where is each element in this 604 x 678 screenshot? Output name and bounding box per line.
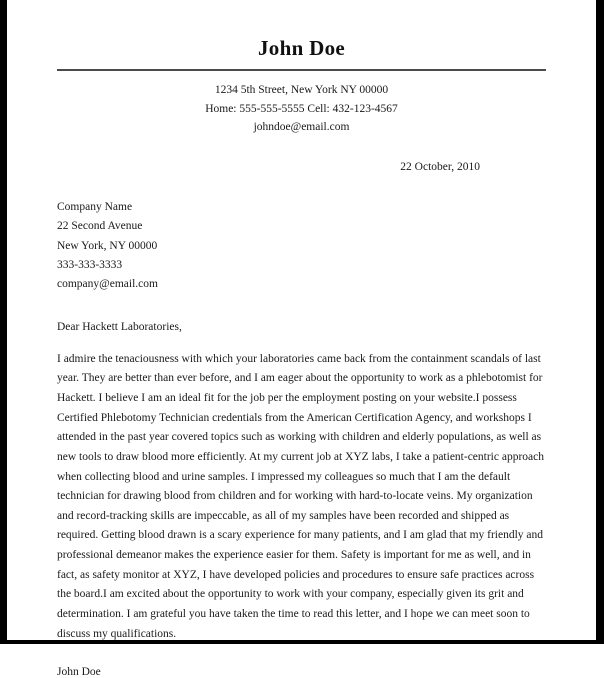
letter-page [7,0,596,678]
letter-body [57,350,546,645]
recipient-company: Company Name [57,201,133,214]
recipient-email: company@email.com [57,278,158,291]
salutation: Dear Hackett Laboratories, [57,320,182,333]
recipient-phone: 333-333-3333 [57,258,123,271]
letterhead-divider [57,69,546,71]
recipient-city-state-zip: New York, NY 00000 [57,239,158,252]
sender-contact-block [57,81,546,137]
page-title: John Doe [258,36,345,60]
recipient-address-block [57,198,546,295]
letter-date: 22 October, 2010 [400,161,480,174]
sender-email-line: johndoe@email.com [253,121,350,134]
sender-address-line: 1234 5th Street, New York NY 00000 [214,84,389,97]
body-paragraph: I admire the tenaciousness with which your laboratories came back from the containment scandals of last year. They are better than ever before, and I am eager about the opportunity to work as a phlebotomist for Hackett. I believe I am an ideal fit for the job per the employment posting on your website.I possess Certified Phlebotomy Technician credentials from the American Certification Agency, and workshops I attended in the past year covered topics such as working with children and elderly populations, as well as new tools to draw blood more efficiently. At my current job at XYZ labs, I take a patient-centric approach when collecting blood and urine samples. I impressed my colleagues so much that I am the default technician for drawing blood from children and for working with hard-to-locate veins. My organization and record-tracking skills are impeccable, as all of my samples have been recorded and shipped as required. Getting blood drawn is a scary experience for many patients, and I am glad that my friendly and professional demeanor makes the experience easier for them. Safety is important for me as well, and in fact, as safety monitor at XYZ, I have developed policies and procedures to ensure safe practices across the board.I am excited about the opportunity to work with your company, especially given its grit and determination. I am grateful you have taken the time to read this letter, and I hope we can meet soon to discuss my qualifications. [57,352,544,640]
recipient-street: 22 Second Avenue [57,220,143,233]
signature-name: John Doe [57,666,101,678]
letterhead [57,0,546,137]
sender-phone-line: Home: 555-555-5555 Cell: 432-123-4567 [205,102,398,115]
